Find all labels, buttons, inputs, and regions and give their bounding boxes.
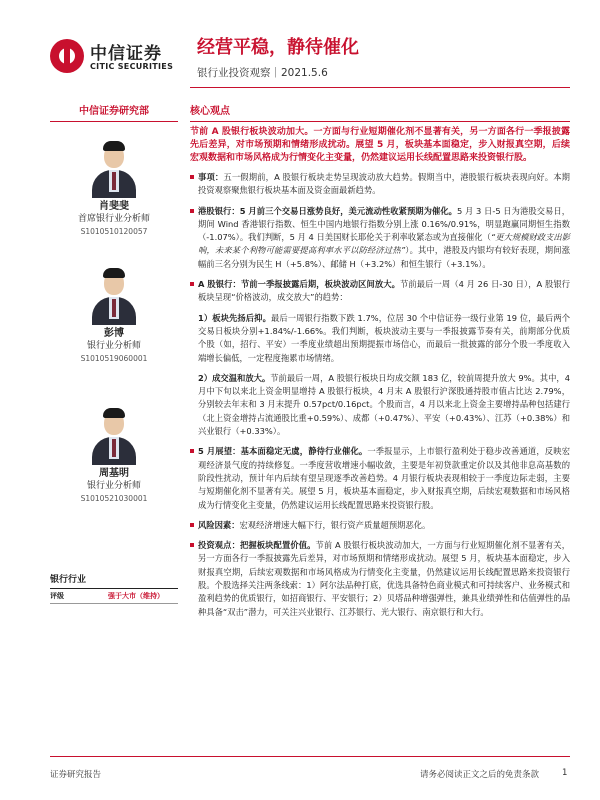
analyst-license: S1010521030001 [80, 494, 148, 503]
bullet-quote: “更大规模财政支出影响，未来某个利物可能需要提高利率水平以防经济过热” [198, 232, 570, 256]
footer-disclaimer: 请务必阅读正文之后的免责条款 [420, 770, 540, 780]
analyst-photo [89, 265, 139, 325]
bullet-a-share-banks [190, 278, 570, 305]
analyst-name: 周基明 [99, 468, 129, 479]
report-subtitle: 银行业投资观察｜2021.5.6 [197, 67, 328, 79]
bullet-text: 宏观经济增速大幅下行，银行资产质量超预期恶化。 [239, 519, 431, 530]
footer-divider [50, 756, 570, 757]
bullet-lead: A 股银行：节前一季报披露后期，板块波动区间放大。 [198, 279, 400, 290]
bullet-may-outlook [190, 445, 570, 511]
analyst-role: 银行业分析师 [86, 481, 141, 491]
rating-key: 评级 [50, 592, 64, 600]
sub-lead: 1）板块先扬后抑。 [198, 312, 271, 323]
bullet-risk [190, 519, 570, 532]
analyst-photo [89, 138, 139, 198]
sub-lead: 2）成交温和放大。 [198, 372, 271, 383]
report-header [0, 0, 600, 100]
bullet-lead: 港股银行：5 月前三个交易日涨势良好，美元流动性收紧预期为催化。 [198, 205, 458, 216]
bullet-text: ）。其中，港股及内银均有较好表现，期间涨幅前三名分别为民生 H（+5.8%）、邮储 H（+3.2%）和恒生银行（+3.1%）。 [198, 245, 570, 269]
logo-english-name: CITIC SECURITIES [90, 62, 174, 71]
analyst-sidebar [50, 103, 178, 723]
sub-text: 节前最后一周，A 股银行板块日均成交额 183 亿，较前周提升放大 9%。其中，4 月中下旬以来北上资金明显增持 A 股银行板块，4 月末 A 股银行沪深股通持股市值占比达 2.79%，分别较去年末和 3 月末提升 0.57pct/0.16pct。个股而言，4 月以来北上资金主要增持品种包括建行（北上资金增持占流通股比重+0.59%）、成都（+0.47%）、平安（+0.43%）、江苏（+0.38%）和兴业银行（+0.33%）。 [198, 372, 570, 437]
page-number: 1 [562, 768, 568, 778]
citic-emblem-icon [50, 39, 84, 73]
analyst-license: S1010510120057 [80, 227, 148, 236]
main-content [190, 103, 570, 626]
research-dept-heading: 中信证券研究部 [79, 106, 149, 117]
bullet-text: 一季报显示，上市银行盈利处于稳步改善通道，反映宏观经济景气度的持续修复。一季度营收增速小幅收敛，主要是年初贷款重定价以及其他非息高基数的阶段性扰动，预计年内后续有望呈现逐季改善趋势。4 月银行板块表现相较于一季度边际走弱，主要与短期催化剂不显著有关。展望 5 月，板块基本面稳定，步入财报真空期，后续宏观数据和市场风格成为行情变化主变量，仍然建议运用长线配置思路来投资银行股。 [198, 446, 570, 510]
bullet-lead: 事项： [198, 172, 224, 182]
citic-logo [50, 37, 195, 81]
bullet-lead: 风险因素： [198, 519, 240, 530]
industry-rating-box [50, 572, 178, 604]
footer-report-type: 证券研究报告 [50, 770, 102, 780]
bullet-investment-view [190, 539, 570, 619]
header-divider [190, 87, 570, 88]
bullet-lead: 投资观点：把握板块配置价值。 [198, 540, 316, 551]
analyst-role: 首席银行业分析师 [77, 214, 150, 224]
summary-paragraph: 节前 A 股银行板块波动加大。一方面与行业短期催化剂不显著有关，另一方面各行一季报披露先后差异，对市场预期和情绪形成扰动。展望 5 月，板块基本面稳定，步入财报真空期，后续宏观数据和市场风格成为行情变化主变量，仍然建议运用长线配置思路来投资银行股。 [190, 127, 570, 163]
sidebar-divider [50, 121, 178, 122]
report-title: 经营平稳，静待催化 [197, 37, 359, 58]
sub-point-2 [190, 372, 570, 438]
analyst-role: 银行业分析师 [86, 341, 141, 351]
sub-point-1 [190, 312, 570, 365]
analyst-photo [89, 405, 139, 465]
core-view-heading: 核心观点 [190, 106, 230, 117]
bullet-text: 节前最后一周（4 月 26 日-30 日），A 股银行板块呈现“价格波动，成交放大”的趋势： [198, 279, 570, 303]
analyst-card [50, 138, 178, 237]
rating-row [50, 589, 178, 603]
logo-chinese-name: 中信证券 [90, 44, 162, 64]
bullet-lead: 5 月展望：基本面稳定无虞，静待行业催化。 [198, 446, 368, 457]
industry-label: 银行行业 [50, 575, 87, 585]
bullet-text: 节前 A 股银行板块波动加大，一方面与行业短期催化剂不显著有关，另一方面各行一季报披露先后差异，对市场预期和情绪形成扰动。展望 5 月，板块基本面稳定，步入财报真空期，后续宏观数据和市场风格成为行情变化主变量，仍然建议运用长线配置思路来投资银行股。个股选择关注两条线索：1）阿尔法品种打底，优选具备特色商业模式和可持续客户、业务模式和盈利趋势的优质银行，如招商银行、平安银行；2）贝塔品种增强弹性，兼具业绩弹性和估值弹性的品种具备“双击”潜力，可关注兴业银行、江苏银行、光大银行、南京银行和大行。 [198, 540, 570, 617]
analyst-name: 肖斐斐 [99, 201, 129, 212]
bullet-text: 5 月 3 日-5 日为港股交易日，期间 Wind 香港银行指数、恒生中国内地银行指数分别上涨 0.16%/0.91%，明显跑赢同期恒生指数（-1.07%）。我们判断，5 月 4 日美国财长耶伦关于利率收紧态或为直接催化（ [198, 205, 570, 243]
analyst-card [50, 405, 178, 504]
sub-text: 最后一周银行指数下跌 1.7%，位居 30 个中信证券一级行业第 19 位，最后两个交易日板块分别+1.84%/-1.66%。我们判断，板块波动主要与一季报披露节奏有关，前期部分优质个股（如，招行、平安）一季度业绩超出预期提振市场信心，而最后一批披露的部分个股一季度收入端增长偏低，一定程度拖累市场情绪。 [198, 312, 571, 363]
core-view-divider [190, 121, 570, 122]
bullet-event [190, 171, 570, 198]
analyst-name: 彭博 [104, 328, 124, 339]
industry-bottom-divider [50, 603, 178, 604]
analyst-card [50, 265, 178, 364]
bullet-text: 五一假期前，A 股银行板块走势呈现波动放大趋势。假期当中，港股银行板块表现向好。本期投资观察聚焦银行板块基本面及资金面最新趋势。 [198, 172, 570, 196]
rating-value: 强于大市（维持） [108, 592, 164, 600]
bullet-hk-banks [190, 205, 570, 271]
analyst-license: S1010519060001 [80, 354, 148, 363]
